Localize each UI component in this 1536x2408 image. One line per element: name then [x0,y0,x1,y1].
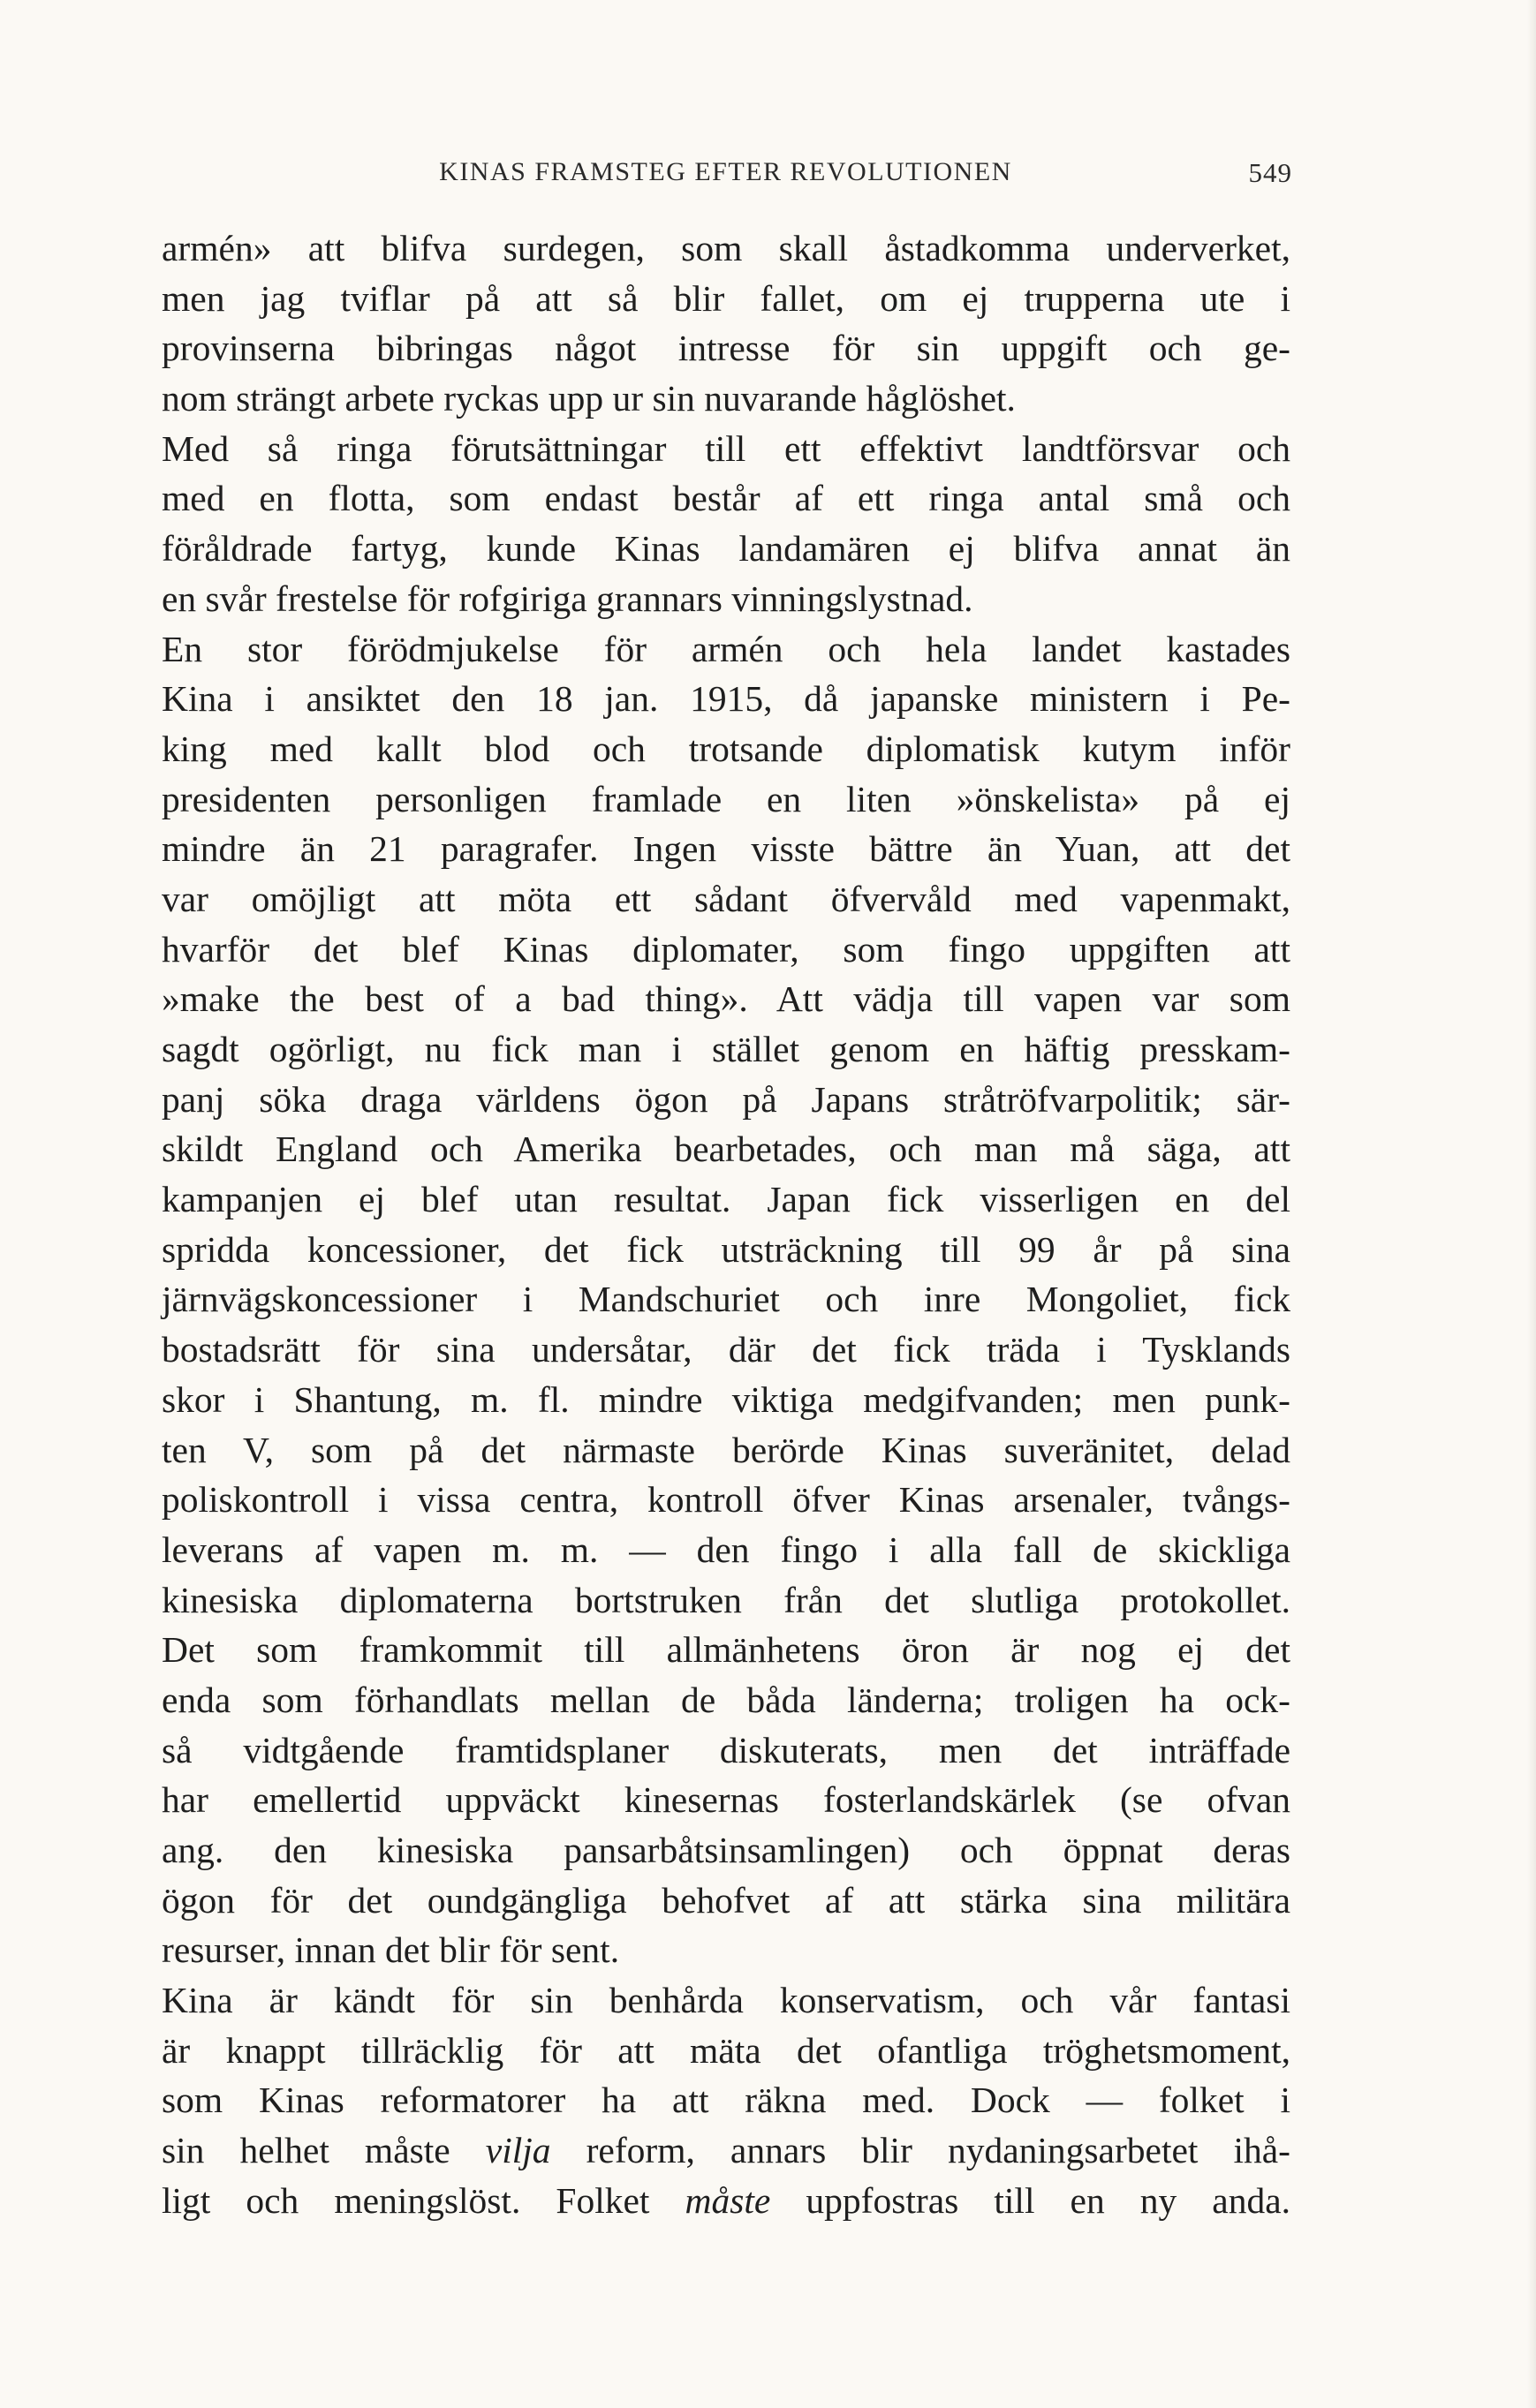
emphasis-text: måste [685,2179,771,2221]
text-line: var omöjligt att möta ett sådant öfvervåld med vapenmakt, [162,878,1290,919]
text-line: ten V, som på det närmaste berörde Kinas suveränitet, delad [162,1429,1290,1470]
page-number: 549 [1248,157,1292,188]
text-segment: sin helhet måste [162,2130,450,2171]
text-line: Det som framkommit till allmänhetens öron är nog ej det [162,1629,1290,1671]
text-line: poliskontroll i vissa centra, kontroll öfver Kinas arsenaler, tvångs- [162,1479,1290,1521]
page-edge-shadow [1527,0,1536,2408]
text-line: mindre än 21 paragrafer. Ingen visste bättre än Yuan, att det [162,828,1290,870]
text-line: bostadsrätt för sina undersåtar, där det fick träda i Tysklands [162,1329,1290,1370]
text-line: som Kinas reformatorer ha att räkna med. Dock — folket i [162,2080,1290,2121]
text-line: king med kallt blod och trotsande diplomatisk kutym inför [162,728,1290,769]
text-line: panj söka draga världens ögon på Japans stråtröfvarpolitik; sär- [162,1078,1290,1120]
text-line: ang. den kinesiska pansarbåtsinsamlingen) och öppnat deras [162,1830,1290,1870]
text-line: men jag tviflar på att så blir fallet, om ej trupperna ute i [162,277,1290,319]
text-line: leverans af vapen m. m. — den fingo i alla fall de skickliga [162,1529,1290,1570]
page-header [159,157,1292,192]
text-line: så vidtgående framtidsplaner diskuterats, men det inträffade [162,1729,1290,1770]
text-line: har emellertid uppväckt kinesernas fosterlandskärlek (se ofvan [162,1779,1290,1821]
text-segment: uppfostras till en ny anda. [806,2179,1291,2221]
text-segment: ligt och meningslöst. Folket [162,2179,650,2221]
body-text [162,223,1290,2226]
text-line: med en flotta, som endast består af ett ringa antal små och [162,478,1290,519]
text-line-mixed [162,2176,1290,2226]
text-line: En stor förödmjukelse för armén och hela landet kastades [162,628,1290,669]
text-line: järnvägskoncessioner i Mandschuriet och inre Mongoliet, fick [162,1279,1290,1320]
text-line: sagdt ogörligt, nu fick man i stället genom en häftig presskam- [162,1029,1290,1069]
text-line: resurser, innan det blir för sent. [162,1929,620,1971]
text-line: skildt England och Amerika bearbetades, och man må säga, att [162,1129,1290,1170]
text-line: en svår frestelse för rofgiriga grannars vinningslystnad. [162,577,973,619]
text-line: spridda koncessioner, det fick utsträckning till 99 år på sina [162,1228,1290,1270]
text-line: Kina i ansiktet den 18 jan. 1915, då japanske ministern i Pe- [162,678,1290,720]
text-line: hvarför det blef Kinas diplomater, som fingo uppgiften att [162,928,1290,970]
text-line: Kina är kändt för sin benhårda konservatism, och vår fantasi [162,1980,1290,2021]
text-line: ögon för det oundgängliga behofvet af att stärka sina militära [162,1879,1290,1921]
text-segment: reform, annars blir nydaningsarbetet ihå- [586,2130,1291,2171]
text-line: presidenten personligen framlade en liten »önskelista» på ej [162,778,1290,819]
text-line: enda som förhandlats mellan de båda länderna; troligen ha ock- [162,1679,1290,1720]
text-line: skor i Shantung, m. fl. mindre viktiga medgifvanden; men punk- [162,1378,1290,1420]
text-line: armén» att blifva surdegen, som skall åstadkomma underverket, [162,228,1290,268]
text-line: »make the best of a bad thing». Att vädja till vapen var som [162,978,1290,1020]
running-title: KINAS FRAMSTEG EFTER REVOLUTIONEN [439,157,1012,186]
text-line: kampanjen ej blef utan resultat. Japan fick visserligen en del [162,1179,1290,1220]
text-line: är knappt tillräcklig för att mäta det ofantliga tröghetsmoment, [162,2029,1290,2071]
text-line: föråldrade fartyg, kunde Kinas landamären ej blifva annat än [162,528,1290,570]
text-line: nom strängt arbete ryckas upp ur sin nuvarande håglöshet. [162,378,1016,419]
text-line: Med så ringa förutsättningar till ett effektivt landtförsvar och [162,427,1290,469]
text-line-mixed [162,2125,1290,2176]
text-line: provinserna bibringas något intresse för sin uppgift och ge- [162,328,1290,369]
text-line: kinesiska diplomaterna bortstruken från det slutliga protokollet. [162,1579,1290,1620]
emphasis-text: vilja [485,2130,551,2171]
